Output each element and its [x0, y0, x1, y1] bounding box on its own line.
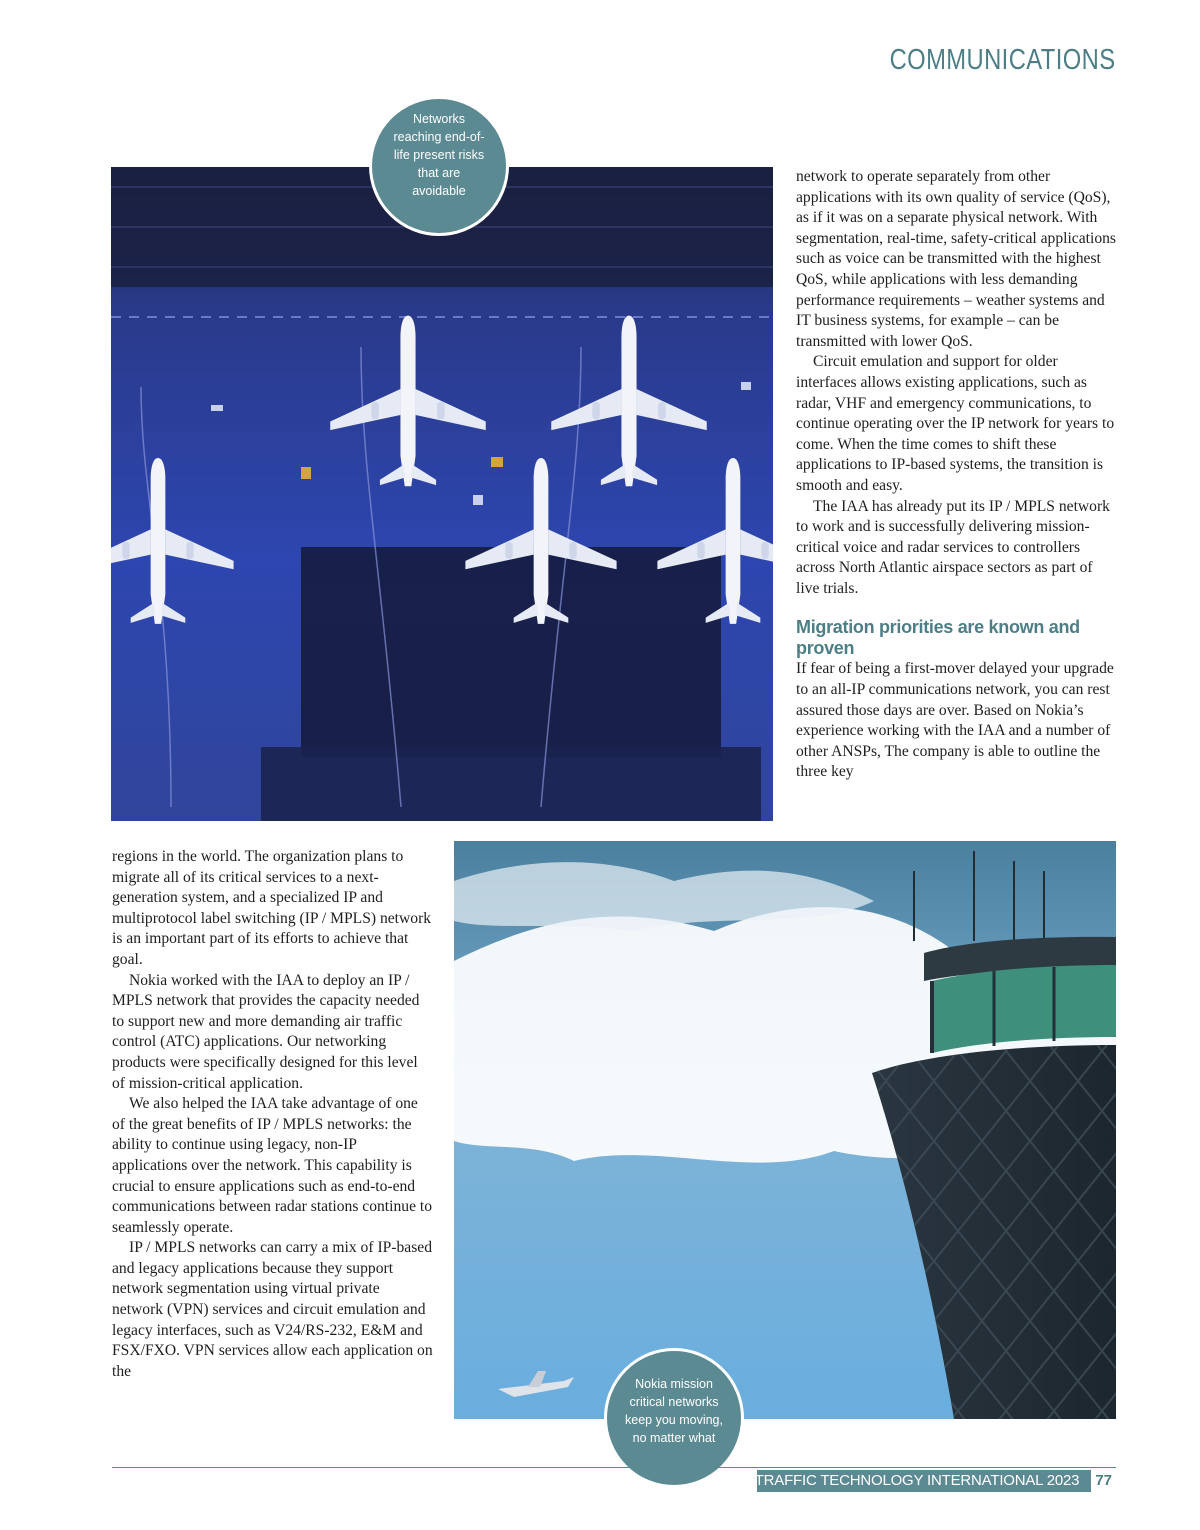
paragraph: If fear of being a first-mover delayed your upgrade to an all-IP communications network, you can rest assured those days are over. Based on Nokia’s experience working with the IAA and a number of other ANSPs, The company is able to outline the three key: [796, 660, 1114, 781]
paragraph: Circuit emulation and support for older interfaces allows existing applications, such as radar, VHF and emergency communications, to continue operating over the IP network for years to come. When the time comes to shift these applications to IP-based systems, the transition is smooth and easy.: [796, 353, 1115, 494]
paragraph: network to operate separately from other applications with its own quality of service (QoS), as if it was on a separate physical network. With segmentation, real-time, safety-critical applications such as voice can be transmitted with the highest QoS, while applications with less demanding performance requirements – weather systems and IT business systems, for example – can be transmitted with lower QoS.: [796, 168, 1116, 350]
control-tower-illustration: [454, 841, 1116, 1419]
footer-rule: [112, 1467, 1116, 1468]
paragraph: Nokia worked with the IAA to deploy an IP / MPLS network that provides the capacity needed to support new and more demanding air traffic control (ATC) applications. Our networking products were specifically designed for this level of mission-critical application.: [112, 971, 420, 1092]
aircraft-apron-illustration: [111, 167, 773, 821]
aircraft-apron-photo: [111, 167, 773, 821]
paragraph: regions in the world. The organization plans to migrate all of its critical services to a next-generation system, and a specialized IP and multiprotocol label switching (IP / MPLS) network is an important part of its efforts to achieve that goal.: [112, 848, 432, 968]
article-column-right: [796, 167, 1118, 783]
section-label: COMMUNICATIONS: [890, 44, 1116, 76]
publication-title: AIR TRAFFIC TECHNOLOGY INTERNATIONAL 2023: [726, 1472, 1080, 1489]
paragraph: We also helped the IAA take advantage of one of the great benefits of IP / MPLS networks: the ability to continue using legacy, non-IP applications over the network. This capability is crucial to ensure applications such as end-to-end communications between radar stations continue to seamlessly operate.: [112, 1095, 433, 1236]
page-number: 77: [1091, 1470, 1116, 1492]
footer-bar: [726, 1470, 1116, 1492]
paragraph: IP / MPLS networks can carry a mix of IP-based and legacy applications because they support network segmentation using virtual private network (VPN) services and circuit emulation and legacy interfaces, such as V24/RS-232, E&M and FSX/FXO. VPN services allow each application on the: [112, 1239, 433, 1380]
section-subheading: Migration priorities are known and proven: [796, 617, 1080, 659]
callout-bubble: Networks reaching end-of-life present risks that are avoidable: [369, 96, 509, 236]
callout-bubble: Nokia mission critical networks keep you moving, no matter what: [604, 1348, 744, 1488]
paragraph: The IAA has already put its IP / MPLS network to work and is successfully delivering mission-critical voice and radar services to controllers across North Atlantic airspace sectors as part of live trials.: [796, 497, 1110, 597]
control-tower-photo: [454, 841, 1116, 1419]
article-column-left: [112, 847, 434, 1382]
